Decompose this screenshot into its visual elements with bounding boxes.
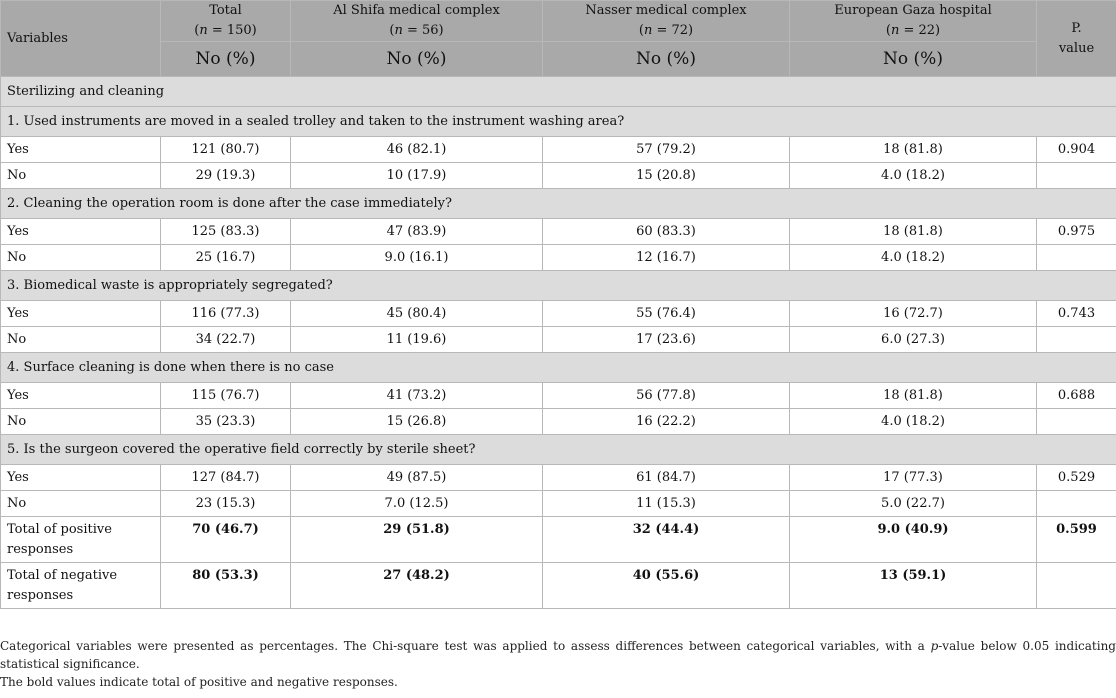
nasser-cell: 40 (55.6) xyxy=(543,563,790,609)
question-title: 1. Used instruments are moved in a sealed trolley and taken to the instrument washing area? xyxy=(1,107,1116,137)
pvalue-header-line2: value xyxy=(1058,40,1095,56)
european-gaza-cell: 9.0 (40.9) xyxy=(790,517,1037,563)
nasser-cell: 57 (79.2) xyxy=(543,137,790,163)
answer-row xyxy=(1,491,1116,517)
question-row xyxy=(1,189,1116,219)
european-gaza-cell: 16 (72.7) xyxy=(790,301,1037,327)
answer-label: Yes xyxy=(1,219,161,245)
pvalue-cell xyxy=(1037,163,1116,189)
answer-row xyxy=(1,163,1116,189)
pvalue-cell: 0.688 xyxy=(1037,383,1116,409)
subheader-total: No (%) xyxy=(161,42,291,77)
european-gaza-header-n: (n = 22) xyxy=(885,23,941,38)
european-gaza-header xyxy=(790,1,1037,42)
answer-row xyxy=(1,409,1116,435)
totals-label-line1: Total of negative xyxy=(7,567,118,583)
subheader-european-gaza: No (%) xyxy=(790,42,1037,77)
pvalue-cell: 0.599 xyxy=(1037,517,1116,563)
nasser-cell: 12 (16.7) xyxy=(543,245,790,271)
pvalue-cell: 0.743 xyxy=(1037,301,1116,327)
question-row xyxy=(1,353,1116,383)
total-header-label: Total xyxy=(209,3,242,18)
pvalue-cell xyxy=(1037,563,1116,609)
pvalue-cell xyxy=(1037,491,1116,517)
alshifa-cell: 45 (80.4) xyxy=(291,301,543,327)
answer-row xyxy=(1,383,1116,409)
answer-label: Yes xyxy=(1,465,161,491)
alshifa-header-label: Al Shifa medical complex xyxy=(333,3,500,18)
total-cell: 121 (80.7) xyxy=(161,137,291,163)
nasser-cell: 15 (20.8) xyxy=(543,163,790,189)
european-gaza-cell: 18 (81.8) xyxy=(790,137,1037,163)
answer-label: No xyxy=(1,327,161,353)
pvalue-cell: 0.529 xyxy=(1037,465,1116,491)
footnote-1-p: p xyxy=(930,639,939,653)
alshifa-header-n: (n = 56) xyxy=(389,23,444,38)
totals-row xyxy=(1,563,1116,609)
pvalue-header-line1: P. xyxy=(1071,20,1082,36)
nasser-cell: 16 (22.2) xyxy=(543,409,790,435)
pvalue-cell: 0.904 xyxy=(1037,137,1116,163)
answer-row xyxy=(1,245,1116,271)
totals-label xyxy=(1,517,161,563)
nasser-cell: 56 (77.8) xyxy=(543,383,790,409)
footnote-1-part-a: Categorical variables were presented as percentages. The Chi-square test was applied to assess differences between categorical variables, with a xyxy=(0,639,931,653)
total-cell: 34 (22.7) xyxy=(161,327,291,353)
question-row xyxy=(1,271,1116,301)
totals-label xyxy=(1,563,161,609)
nasser-cell: 61 (84.7) xyxy=(543,465,790,491)
total-header-n: (n = 150) xyxy=(194,23,257,38)
pvalue-cell: 0.975 xyxy=(1037,219,1116,245)
answer-label: No xyxy=(1,409,161,435)
european-gaza-cell: 17 (77.3) xyxy=(790,465,1037,491)
subheader-row xyxy=(1,42,1116,77)
answer-label: No xyxy=(1,163,161,189)
european-gaza-cell: 4.0 (18.2) xyxy=(790,163,1037,189)
answer-label: No xyxy=(1,491,161,517)
total-cell: 127 (84.7) xyxy=(161,465,291,491)
answer-label: No xyxy=(1,245,161,271)
variables-header: Variables xyxy=(1,1,161,77)
answer-label: Yes xyxy=(1,301,161,327)
alshifa-cell: 49 (87.5) xyxy=(291,465,543,491)
footnote-2: The bold values indicate total of positive and negative responses. xyxy=(0,675,398,689)
answer-row xyxy=(1,465,1116,491)
question-title: 3. Biomedical waste is appropriately segregated? xyxy=(1,271,1116,301)
european-gaza-cell: 18 (81.8) xyxy=(790,383,1037,409)
nasser-cell: 17 (23.6) xyxy=(543,327,790,353)
answer-row xyxy=(1,137,1116,163)
alshifa-cell: 15 (26.8) xyxy=(291,409,543,435)
alshifa-cell: 47 (83.9) xyxy=(291,219,543,245)
question-row xyxy=(1,435,1116,465)
total-cell: 25 (16.7) xyxy=(161,245,291,271)
pvalue-cell xyxy=(1037,409,1116,435)
total-cell: 80 (53.3) xyxy=(161,563,291,609)
alshifa-cell: 29 (51.8) xyxy=(291,517,543,563)
alshifa-cell: 9.0 (16.1) xyxy=(291,245,543,271)
answer-label: Yes xyxy=(1,137,161,163)
pvalue-cell xyxy=(1037,245,1116,271)
nasser-cell: 55 (76.4) xyxy=(543,301,790,327)
alshifa-cell: 27 (48.2) xyxy=(291,563,543,609)
footnote-1-part-b: -value below 0.05 indicating statistical significance. xyxy=(0,639,1116,671)
alshifa-cell: 46 (82.1) xyxy=(291,137,543,163)
subheader-nasser: No (%) xyxy=(543,42,790,77)
european-gaza-cell: 6.0 (27.3) xyxy=(790,327,1037,353)
total-cell: 116 (77.3) xyxy=(161,301,291,327)
alshifa-cell: 7.0 (12.5) xyxy=(291,491,543,517)
nasser-header-label: Nasser medical complex xyxy=(585,3,747,18)
total-cell: 23 (15.3) xyxy=(161,491,291,517)
table-footnotes xyxy=(0,637,1116,691)
table-body xyxy=(1,77,1116,609)
subheader-alshifa: No (%) xyxy=(291,42,543,77)
nasser-cell: 60 (83.3) xyxy=(543,219,790,245)
european-gaza-cell: 5.0 (22.7) xyxy=(790,491,1037,517)
alshifa-cell: 10 (17.9) xyxy=(291,163,543,189)
answer-row xyxy=(1,219,1116,245)
nasser-header xyxy=(543,1,790,42)
question-row xyxy=(1,107,1116,137)
answer-row xyxy=(1,301,1116,327)
total-header xyxy=(161,1,291,42)
nasser-cell: 32 (44.4) xyxy=(543,517,790,563)
nasser-cell: 11 (15.3) xyxy=(543,491,790,517)
european-gaza-cell: 4.0 (18.2) xyxy=(790,245,1037,271)
total-cell: 115 (76.7) xyxy=(161,383,291,409)
header-row xyxy=(1,1,1116,42)
question-title: 5. Is the surgeon covered the operative field correctly by sterile sheet? xyxy=(1,435,1116,465)
european-gaza-header-label: European Gaza hospital xyxy=(834,3,992,18)
totals-label-line2: responses xyxy=(7,587,74,603)
total-cell: 29 (19.3) xyxy=(161,163,291,189)
total-cell: 35 (23.3) xyxy=(161,409,291,435)
european-gaza-cell: 13 (59.1) xyxy=(790,563,1037,609)
pvalue-header xyxy=(1037,1,1116,77)
pvalue-cell xyxy=(1037,327,1116,353)
answer-label: Yes xyxy=(1,383,161,409)
alshifa-cell: 41 (73.2) xyxy=(291,383,543,409)
alshifa-header xyxy=(291,1,543,42)
totals-label-line1: Total of positive xyxy=(7,521,112,537)
total-cell: 70 (46.7) xyxy=(161,517,291,563)
european-gaza-cell: 18 (81.8) xyxy=(790,219,1037,245)
section-title: Sterilizing and cleaning xyxy=(1,77,1116,107)
totals-label-line2: responses xyxy=(7,541,74,557)
answer-row xyxy=(1,327,1116,353)
question-title: 4. Surface cleaning is done when there is no case xyxy=(1,353,1116,383)
total-cell: 125 (83.3) xyxy=(161,219,291,245)
footnote-1 xyxy=(0,637,1116,673)
totals-row xyxy=(1,517,1116,563)
nasser-header-n: (n = 72) xyxy=(638,23,694,38)
question-title: 2. Cleaning the operation room is done after the case immediately? xyxy=(1,189,1116,219)
section-row xyxy=(1,77,1116,107)
alshifa-cell: 11 (19.6) xyxy=(291,327,543,353)
european-gaza-cell: 4.0 (18.2) xyxy=(790,409,1037,435)
